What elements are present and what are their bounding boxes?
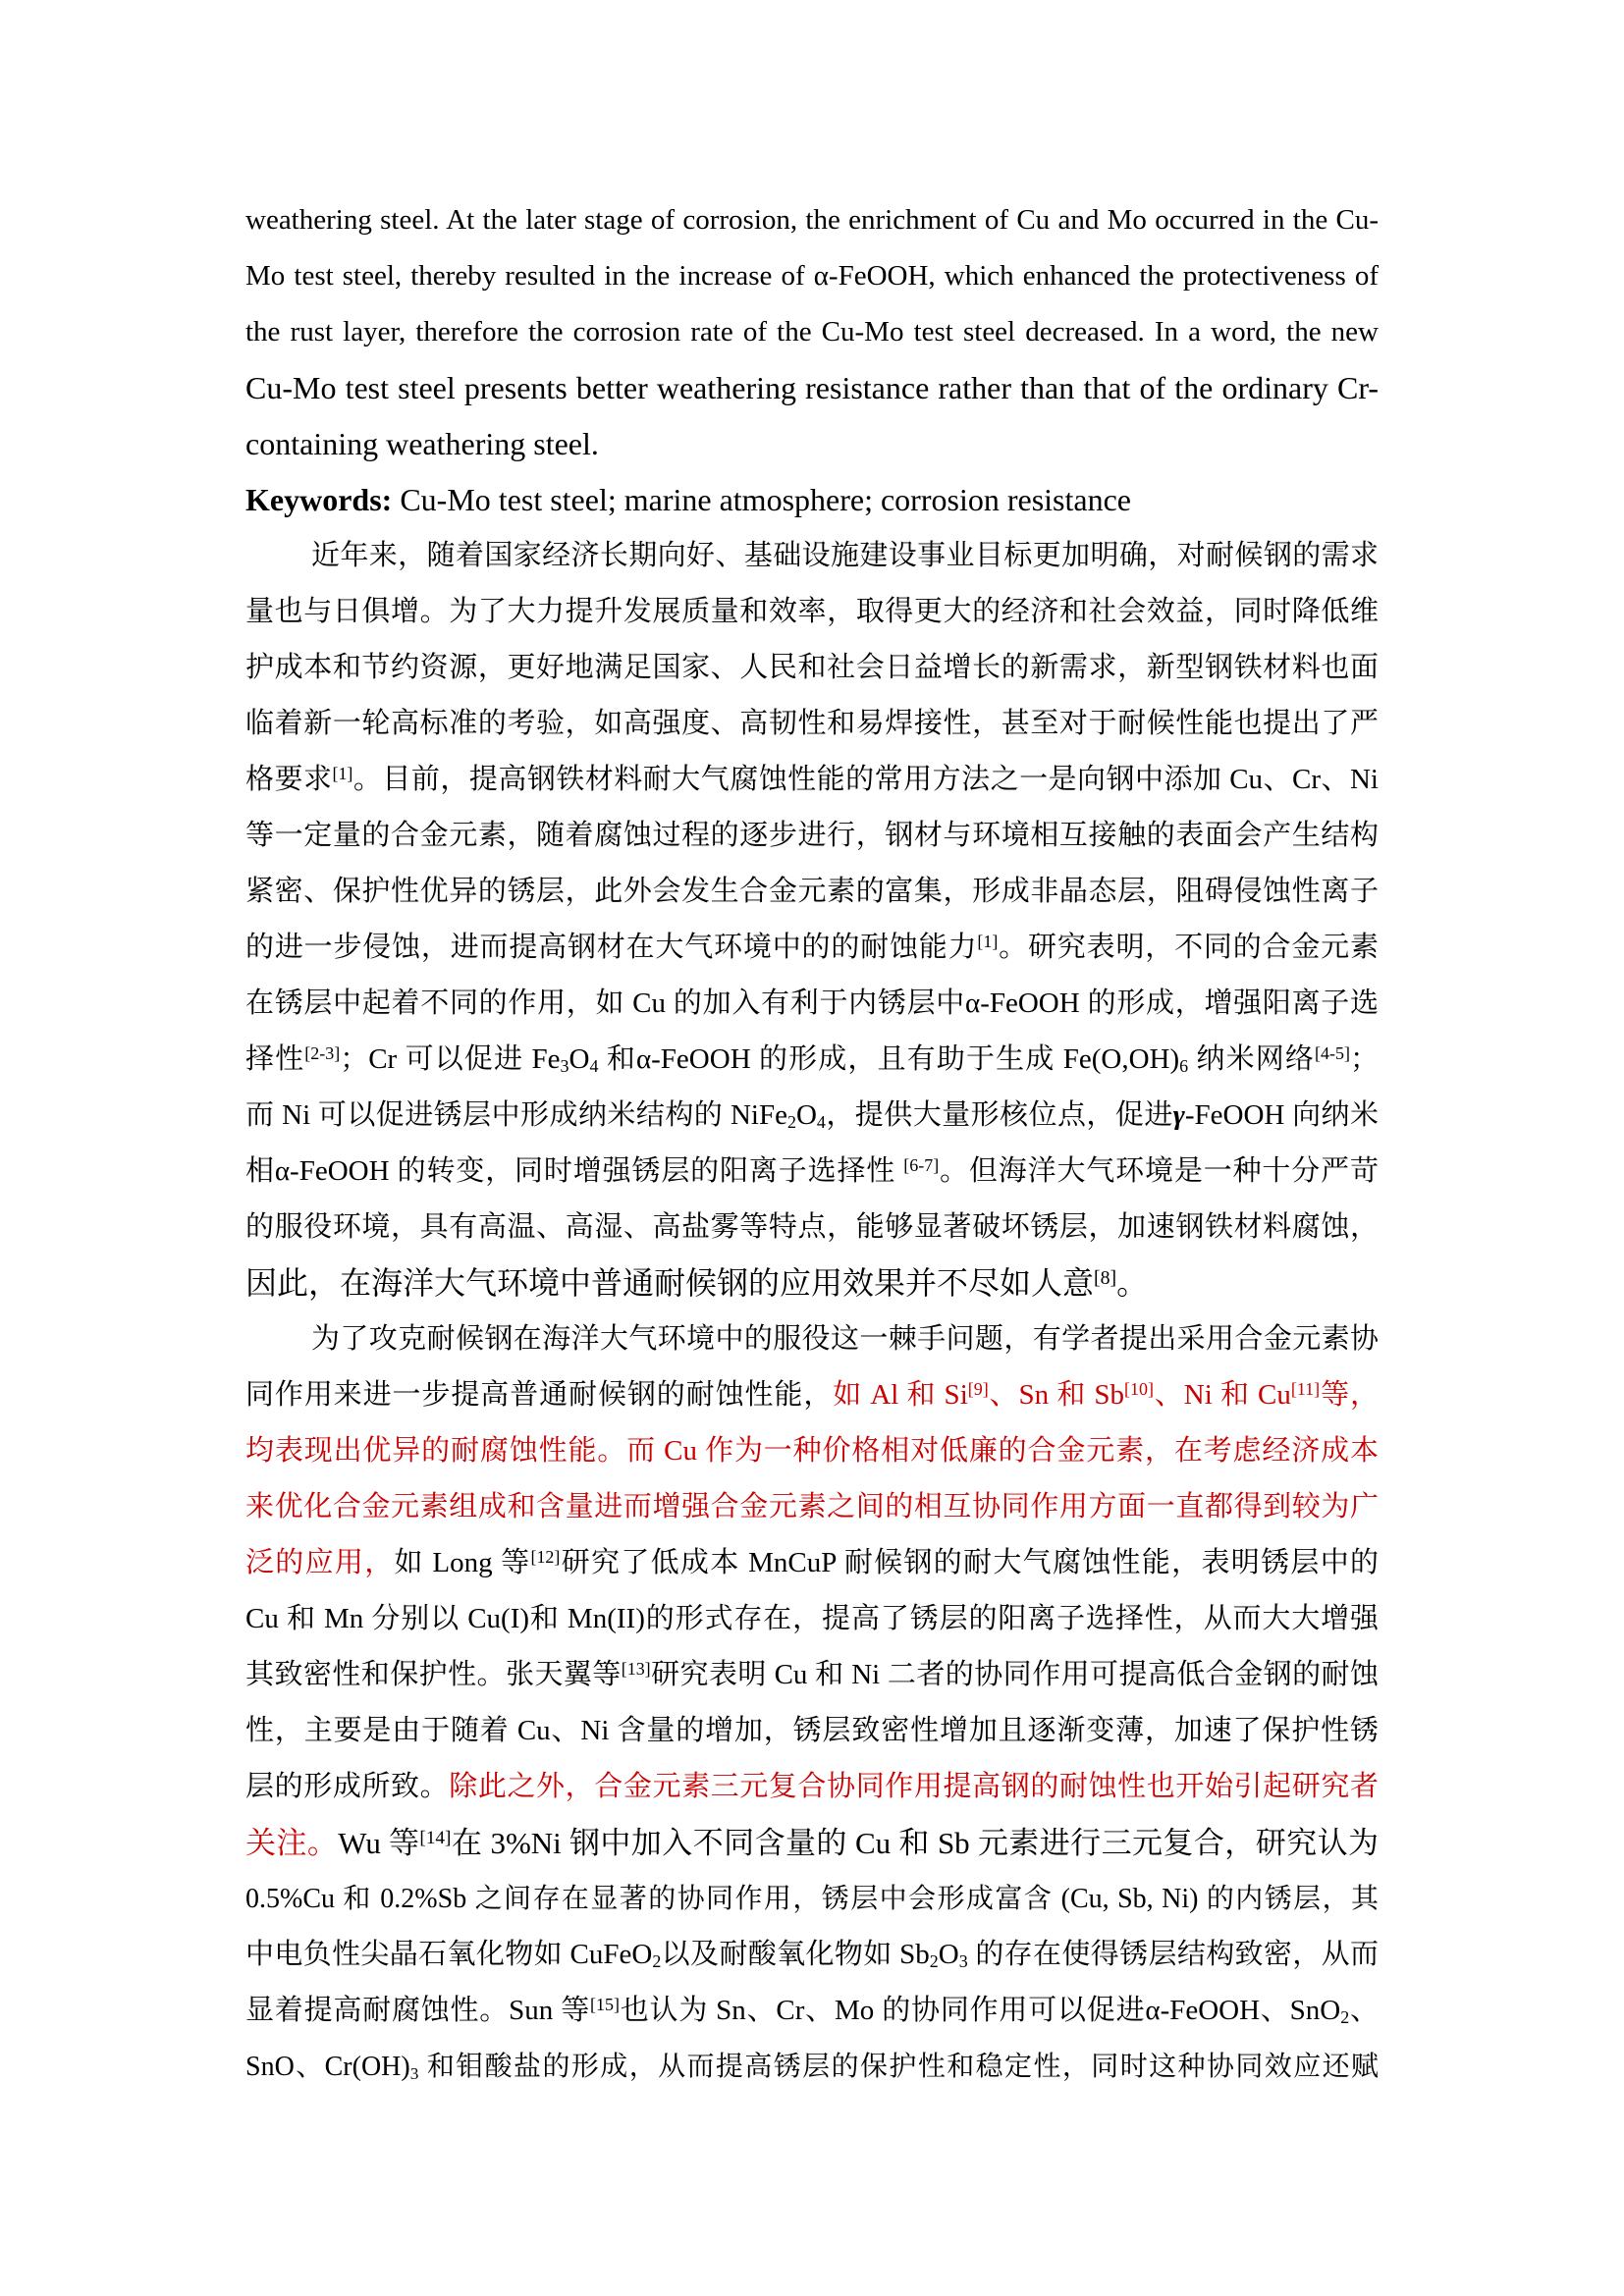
text-run: 量也与日俱增。为了大力提升发展质量和效率，取得更大的经济和社会效益，同时降低维 — [245, 596, 1379, 627]
text-line-30 — [245, 1815, 1379, 1871]
citation-superscript: [14] — [419, 1828, 452, 1849]
highlighted-text: 除此之外，合金元素三元复合协同作用提高钢的耐蚀性也开始引起研究者 — [449, 1771, 1379, 1802]
text-line-9 — [245, 640, 1379, 696]
text-line-19 — [245, 1200, 1379, 1255]
text-line-26 — [245, 1591, 1379, 1647]
text-run: 护成本和节约资源，更好地满足国家、人民和社会日益增长的新需求，新型钢铁材料也面 — [245, 652, 1379, 683]
text-run: Mo test steel, thereby resulted in the increase of α-FeOOH, which enhanced the protectiveness of — [245, 260, 1379, 292]
text-run: 因此，在海洋大气环境中普通耐候钢的应用效果并不尽如人意 — [245, 1265, 1095, 1301]
text-run: ，提供大量形核位点，促进 — [825, 1099, 1173, 1131]
citation-superscript: [13] — [621, 1659, 651, 1680]
highlighted-text: 如 Al 和 Si — [833, 1379, 968, 1411]
text-run: 等一定量的合金元素，随着腐蚀过程的逐步进行，钢材与环境相互接触的表面会产生结构 — [245, 820, 1379, 851]
citation-superscript: [4-5] — [1315, 1043, 1350, 1064]
text-run: Cu-Mo test steel presents better weathering resistance rather than that of the ordinary Cr- — [245, 370, 1379, 405]
text-run: 而 Ni 可以促进锈层中形成纳米结构的 NiFe — [245, 1099, 787, 1131]
text-run: 相α-FeOOH 的转变，同时增强锈层的阳离子选择性 — [245, 1155, 904, 1187]
chemical-subscript: 6 — [1179, 1055, 1189, 1076]
text-run: 的存在使得锈层结构致密，从而 — [967, 1939, 1379, 1970]
text-run: 研究表明 Cu 和 Ni 二者的协同作用可提高低合金钢的耐蚀 — [650, 1659, 1379, 1690]
highlighted-text: 等， — [1320, 1379, 1379, 1411]
text-run: O — [795, 1099, 817, 1131]
text-run: 。研究表明，不同的合金元素 — [998, 932, 1379, 963]
citation-superscript: [9] — [967, 1379, 989, 1400]
text-run: Cu-Mo test steel; marine atmosphere; corrosion resistance — [392, 482, 1131, 517]
text-line-8 — [245, 584, 1379, 640]
text-run: containing weathering steel. — [245, 426, 599, 461]
chemical-subscript: 3 — [958, 1950, 968, 1971]
text-line-17 — [245, 1088, 1379, 1144]
text-run: 纳米网络 — [1188, 1043, 1316, 1075]
text-run: 也认为 Sn、Cr、Mo 的协同作用可以促进α-FeOOH、SnO — [619, 1995, 1341, 2026]
gamma-symbol: γ — [1172, 1099, 1185, 1131]
text-line-29 — [245, 1759, 1379, 1815]
text-run: 的服役环境，具有高温、高湿、高盐雾等特点，能够显著破坏锈层，加速钢铁材料腐蚀， — [245, 1211, 1379, 1243]
document-text-block — [245, 192, 1379, 2095]
text-line-25 — [245, 1535, 1379, 1591]
chemical-subscript: 4 — [816, 1111, 826, 1132]
text-run: 如 Long 等 — [394, 1547, 531, 1578]
text-line-1 — [245, 192, 1379, 248]
text-run: 的进一步侵蚀，进而提高钢材在大气环境中的的耐蚀能力 — [245, 932, 978, 963]
highlighted-text: 均表现出优异的耐腐蚀性能。而 Cu 作为一种价格相对低廉的合金元素，在考虑经济成本 — [245, 1435, 1379, 1467]
citation-superscript: [1] — [332, 764, 353, 784]
text-run: weathering steel. At the later stage of corrosion, the enrichment of Cu and Mo occurred in the Cu- — [245, 204, 1379, 236]
citation-superscript: [6-7] — [903, 1155, 940, 1176]
text-line-2 — [245, 248, 1379, 304]
chemical-subscript: 2 — [929, 1950, 939, 1971]
text-line-28 — [245, 1703, 1379, 1759]
text-run: 近年来，随着国家经济长期向好、基础设施建设事业目标更加明确，对耐候钢的需求 — [311, 540, 1379, 571]
text-run: the rust layer, therefore the corrosion rate of the Cu-Mo test steel decreased. In a word, the new — [245, 316, 1379, 347]
citation-superscript: [2-3] — [304, 1043, 341, 1064]
text-run: 研究了低成本 MnCuP 耐候钢的耐大气腐蚀性能，表明锈层中的 — [560, 1547, 1379, 1578]
text-line-4 — [245, 360, 1379, 416]
text-line-27 — [245, 1647, 1379, 1703]
text-line-12 — [245, 808, 1379, 864]
chemical-subscript: 2 — [1340, 2006, 1350, 2027]
citation-superscript: [11] — [1290, 1379, 1321, 1400]
citation-superscript: [12] — [530, 1547, 561, 1568]
text-run: -FeOOH 向纳米 — [1184, 1099, 1379, 1131]
chemical-subscript: 4 — [589, 1055, 599, 1076]
text-run: ；Cr 可以促进 Fe — [340, 1043, 561, 1075]
text-run: Wu 等 — [338, 1826, 420, 1860]
citation-superscript: [1] — [977, 932, 999, 952]
text-line-13 — [245, 864, 1379, 920]
text-line-33 — [245, 1983, 1379, 2039]
citation-superscript: [15] — [590, 1995, 620, 2015]
chemical-subscript: 3 — [560, 1055, 569, 1076]
text-line-6 — [245, 472, 1379, 528]
text-run: 和钼酸盐的形成，从而提高锈层的保护性和稳定性，同时这种协同效应还赋 — [418, 2052, 1379, 2082]
text-line-22 — [245, 1367, 1379, 1423]
text-run: 在锈层中起着不同的作用，如 Cu 的加入有利于内锈层中α-FeOOH 的形成，增强阳离子选 — [245, 988, 1379, 1019]
text-line-15 — [245, 976, 1379, 1032]
text-run: 。目前，提高钢铁材料耐大气腐蚀性能的常用方法之一是向钢中添加 Cu、Cr、Ni — [352, 764, 1379, 795]
text-run: 择性 — [245, 1043, 305, 1075]
text-line-5 — [245, 416, 1379, 472]
text-line-31 — [245, 1871, 1379, 1927]
citation-superscript: [10] — [1124, 1379, 1154, 1400]
highlighted-text: 、Sn 和 Sb — [988, 1379, 1125, 1411]
text-run: O — [938, 1939, 959, 1970]
text-run: 为了攻克耐候钢在海洋大气环境中的服役这一棘手问题，有学者提出采用合金元素协 — [311, 1323, 1379, 1355]
text-run: 临着新一轮高标准的考验，如高强度、高韧性和易焊接性，甚至对于耐候性能也提出了严 — [245, 708, 1379, 739]
chemical-subscript: 2 — [652, 1950, 662, 1971]
chemical-subscript: 2 — [786, 1111, 796, 1132]
text-line-20 — [245, 1255, 1379, 1311]
text-run: 显着提高耐腐蚀性。Sun 等 — [245, 1995, 591, 2026]
text-run: O — [568, 1043, 590, 1075]
text-line-14 — [245, 920, 1379, 976]
text-run: 。 — [1116, 1265, 1149, 1301]
text-line-10 — [245, 696, 1379, 752]
text-line-21 — [245, 1311, 1379, 1367]
text-run: 以及耐酸氧化物如 Sb — [661, 1939, 930, 1970]
text-line-7 — [245, 528, 1379, 584]
text-line-32 — [245, 1927, 1379, 1983]
highlighted-text: 泛的应用， — [245, 1547, 395, 1578]
highlighted-text: 关注。 — [245, 1826, 339, 1860]
text-line-18 — [245, 1144, 1379, 1200]
text-run: 层的形成所致。 — [245, 1771, 450, 1802]
text-run: 其致密性和保护性。张天翼等 — [245, 1659, 622, 1690]
text-run: 在 3%Ni 钢中加入不同含量的 Cu 和 Sb 元素进行三元复合，研究认为 — [451, 1826, 1379, 1860]
text-run: 同作用来进一步提高普通耐候钢的耐蚀性能， — [245, 1379, 834, 1411]
text-run: 、 — [1349, 1995, 1379, 2026]
text-line-24 — [245, 1479, 1379, 1535]
text-run: 中电负性尖晶石氧化物如 CuFeO — [245, 1939, 653, 1970]
highlighted-text: 来优化合金元素组成和含量进而增强合金元素之间的相互协同作用方面一直都得到较为广 — [245, 1491, 1379, 1522]
text-line-34 — [245, 2039, 1379, 2095]
text-run: Cu 和 Mn 分别以 Cu(I)和 Mn(II)的形式存在，提高了锈层的阳离子选择性，从而大大增强 — [245, 1603, 1379, 1634]
keywords-label: Keywords: — [245, 482, 393, 517]
text-run: ； — [1349, 1043, 1379, 1075]
text-run: 紧密、保护性优异的锈层，此外会发生合金元素的富集，形成非晶态层，阻碍侵蚀性离子 — [245, 876, 1379, 907]
text-run: 性，主要是由于随着 Cu、Ni 含量的增加，锈层致密性增加且逐渐变薄，加速了保护性锈 — [245, 1715, 1379, 1746]
text-run: 和α-FeOOH 的形成，且有助于生成 Fe(O,OH) — [598, 1043, 1180, 1075]
citation-superscript: [8] — [1094, 1267, 1117, 1290]
text-run: 0.5%Cu 和 0.2%Sb 之间存在显著的协同作用，锈层中会形成富含 (Cu, Sb, Ni) 的内锈层，其 — [245, 1884, 1379, 1914]
text-run: 格要求 — [245, 764, 333, 795]
text-line-23 — [245, 1423, 1379, 1479]
chemical-subscript: 3 — [409, 2063, 419, 2083]
text-line-3 — [245, 304, 1379, 360]
highlighted-text: 、Ni 和 Cu — [1153, 1379, 1291, 1411]
text-line-16 — [245, 1032, 1379, 1088]
text-line-11 — [245, 752, 1379, 808]
text-run: SnO、Cr(OH) — [245, 2052, 410, 2082]
text-run: 。但海洋大气环境是一种十分严苛 — [939, 1155, 1379, 1187]
